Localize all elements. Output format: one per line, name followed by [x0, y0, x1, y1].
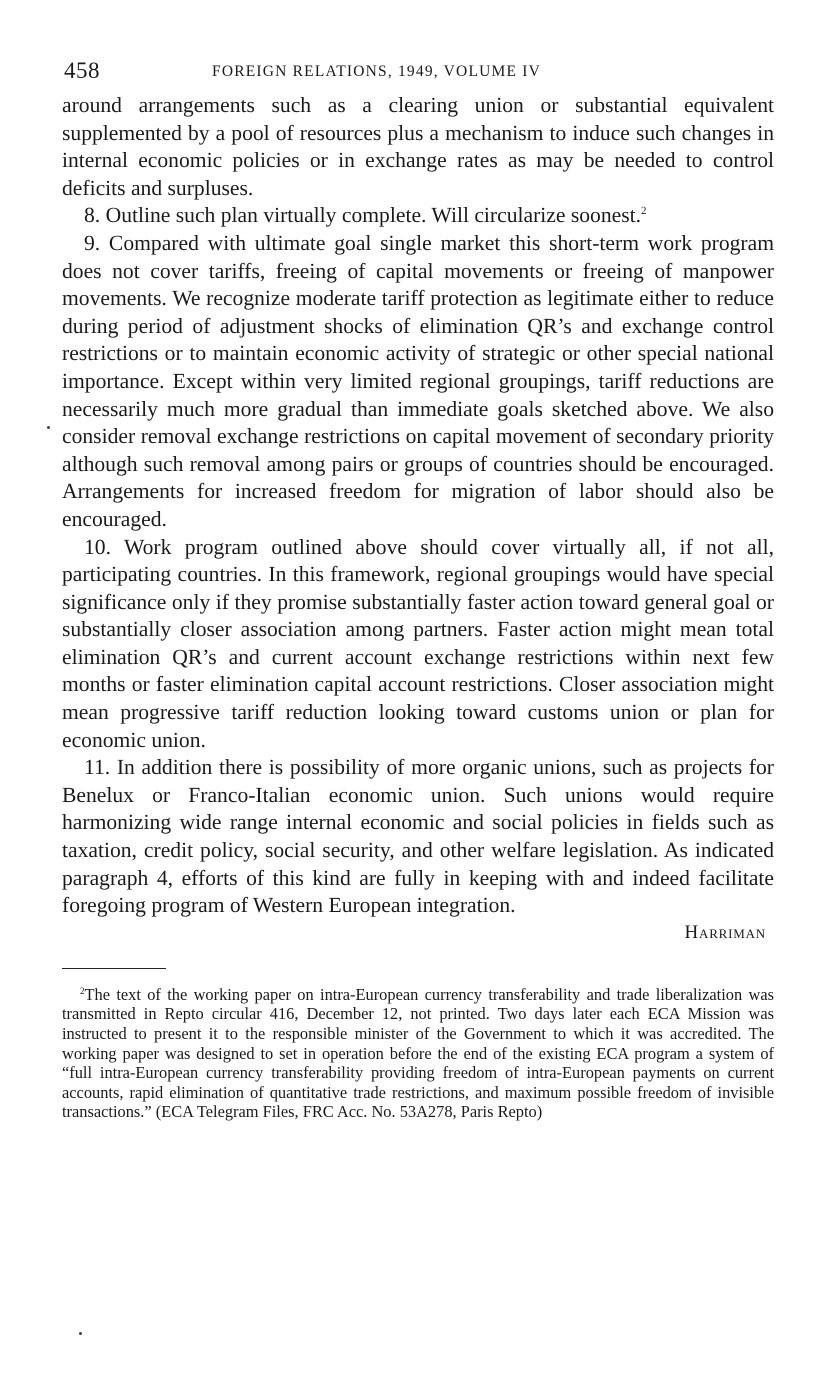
paragraph-9: 9. Compared with ultimate goal single market this short-term work program does not cover tariffs, freeing of capital movements or freeing of manpower movements. We recognize moderate tariff protection as legitimate either to reduce during period of adjustment shocks of elimination QR’s and exchange control restrictions or to maintain economic activity of strategic or other special national importance. Except within very limited regional groupings, tariff reductions are necessarily much more gradual than immediate goals sketched above. We also consider removal exchange restrictions on capital movement of secondary priority although such removal among pairs or groups of countries should be encouraged. Arrangements for increased freedom for migration of labor should also be encouraged. — [62, 230, 774, 531]
document-page — [62, 52, 774, 1122]
signature: Harriman — [684, 921, 766, 943]
footnote-marker: 2 — [80, 985, 85, 996]
footnote-reference[interactable]: 2 — [641, 205, 647, 218]
body-text — [62, 92, 774, 920]
running-head: FOREIGN RELATIONS, 1949, VOLUME IV — [212, 63, 541, 80]
footnote-text: The text of the working paper on intra-European currency transferability and trade liberalization was transmitted in Repto circular 416, December 12, not printed. Two days later each ECA Mission was instructed to present it to the responsible minister of the Government to which it was accredited. The working paper was designed to set in operation before the end of the existing ECA program a system of “full intra-European currency transferability providing freedom of intra-European payments on current accounts, rapid elimination of quantitative trade restrictions, and maximum possible freedom of invisible transactions.” (ECA Telegram Files, FRC Acc. No. 53A278, Paris Repto) — [62, 984, 774, 1122]
scan-speck — [47, 426, 50, 429]
page-number: 458 — [64, 58, 100, 83]
footnote — [62, 985, 774, 1122]
paragraph-8-text: 8. Outline such plan virtually complete. Will circularize soonest. — [84, 203, 642, 228]
paragraph-11: 11. In addition there is possibility of more organic unions, such as projects for Benelux or Franco-Italian economic union. Such unions would require harmonizing wide range internal economic and social policies in fields such as taxation, credit policy, social security, and other welfare legislation. As indicated paragraph 4, efforts of this kind are fully in keeping with and indeed facilitate foregoing program of Western European integration. — [62, 755, 774, 918]
paragraph-10: 10. Work program outlined above should cover virtually all, if not all, participating countries. In this framework, regional groupings would have special significance only if they promise substantially faster action toward general goal or substantially closer association among partners. Faster action might mean total elimination QR’s and current account exchange restrictions within next few months or faster elimination capital account restrictions. Closer association might mean progressive tariff reduction looking toward customs union or plan for economic union. — [62, 534, 774, 752]
scan-speck — [79, 1332, 82, 1335]
paragraph-continued: around arrangements such as a clearing union or substantial equivalent supplemented by a pool of resources plus a mechanism to induce such changes in internal economic policies or in exchange rates as may be needed to control deficits and surpluses. — [62, 93, 774, 200]
page-header — [62, 52, 774, 92]
footnote-divider — [62, 968, 166, 969]
paragraph-8 — [62, 202, 774, 230]
